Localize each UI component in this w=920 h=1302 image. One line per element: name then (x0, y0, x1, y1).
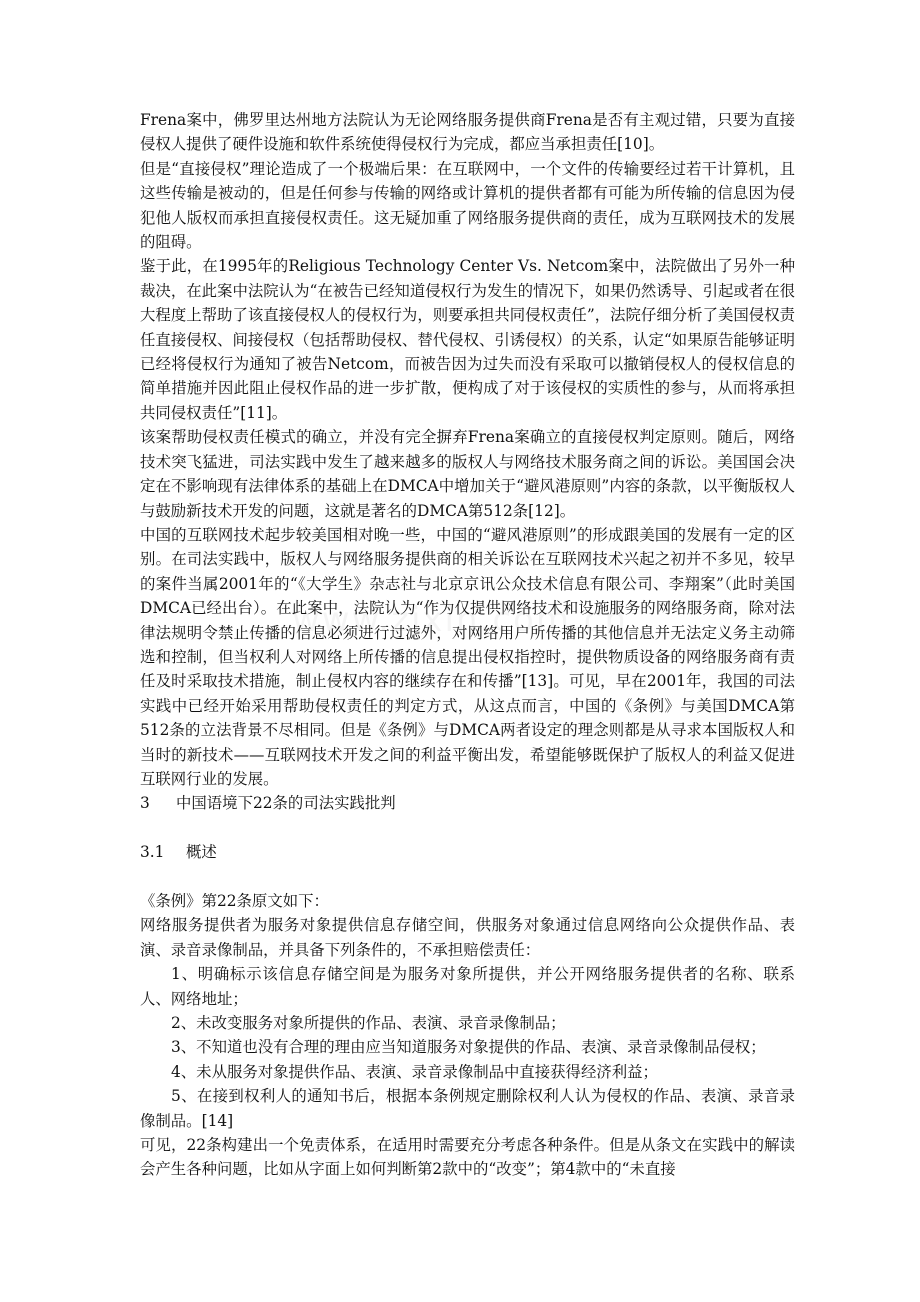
section-heading (140, 791, 795, 815)
paragraph-article-22-text: 网络服务提供者为服务对象提供信息存储空间，供服务对象通过信息网络向公众提供作品、表演、录音录像制品，并具备下列条件的，不承担赔偿责任： (140, 916, 795, 959)
subsection-number: 3.1 (140, 843, 165, 862)
subsection-heading (140, 840, 795, 864)
condition-item: 2、未改变服务对象所提供的作品、表演、录音录像制品； (171, 1014, 566, 1032)
spacer (140, 865, 795, 889)
section-number: 3 (140, 794, 150, 813)
watermark (270, 600, 650, 640)
paragraph-article-22-intro: 《条例》第22条原文如下： (140, 891, 329, 910)
paragraph-netcom-case: 鉴于此，在1995年的Religious Technology Center Vs. Netcom案中，法院做出了另外一种裁决，在此案中法院认为“在被告已经知道侵权行为发生的情况下，如果仍然诱导、引起或者在很大程度上帮助了该直接侵权人的侵权行为，则要承担共同侵权责任”，法院仔细分析了美国侵权责任直接侵权、间接侵权（包括帮助侵权、替代侵权、引诱侵权）的关系，认定“如果原告能够证明已经将侵权行为通知了被告Netcom，而被告因为过失而没有采取可以撤销侵权人的侵权信息的简单措施并因此阻止侵权作品的进一步扩散，便构成了对于该侵权的实质性的参与，从而将承担共同侵权责任”[11]。 (140, 257, 795, 422)
paragraph-china-safe-harbor: 中国的互联网技术起步较美国相对晚一些，中国的“避风港原则”的形成跟美国的发展有一定的区别。在司法实践中，版权人与网络服务提供商的相关诉讼在互联网技术兴起之初并不多见，较早的案件当属2001年的“《大学生》杂志社与北京京讯公众技术信息有限公司、李翔案”（此时美国DMCA已经出台）。在此案中，法院认为“作为仅提供网络技术和设施服务的网络服务商，除对法律法规明令禁止传播的信息必须进行过滤外，对网络用户所传播的其他信息并无法定义务主动筛选和控制，但当权利人对网络上所传播的信息提出侵权指控时，提供物质设备的网络服务商有责任及时采取技术措施，制止侵权内容的继续存在和传播”[13]。可见，早在2001年，我国的司法实践中已经开始采用帮助侵权责任的判定方式，从这点而言，中国的《条例》与美国DMCA第512条的立法背景不尽相同。但是《条例》与DMCA两者设定的理念则都是从寻求本国版权人和当时的新技术——互联网技术开发之间的利益平衡出发，希望能够既保护了版权人的利益又促进互联网行业的发展。 (140, 525, 795, 788)
paragraph-frena-case: Frena案中，佛罗里达州地方法院认为无论网络服务提供商Frena是否有主观过错，只要为直接侵权人提供了硬件设施和软件系统使得侵权行为完成，都应当承担责任[10]。 (140, 111, 795, 154)
condition-item: 1、明确标示该信息存储空间是为服务对象所提供，并公开网络服务提供者的名称、联系人、网络地址； (140, 965, 795, 1008)
document-body (140, 108, 795, 1182)
condition-item: 4、未从服务对象提供作品、表演、录音录像制品中直接获得经济利益； (171, 1062, 658, 1081)
paragraph-direct-infringement: 但是“直接侵权”理论造成了一个极端后果：在互联网中，一个文件的传输要经过若干计算机，且这些传输是被动的，但是任何参与传输的网络或计算机的提供者都有可能为所传输的信息因为侵犯他人版权而承担直接侵权责任。这无疑加重了网络服务提供商的责任，成为互联网技术的发展的阻碍。 (140, 159, 795, 252)
condition-item: 5、在接到权利人的通知书后，根据本条例规定删除权利人认为侵权的作品、表演、录音录像制品。[14] (140, 1087, 795, 1130)
paragraph-closing: 可见，22条构建出一个免责体系，在适用时需要充分考虑各种条件。但是从条文在实践中的解读会产生各种问题，比如从字面上如何判断第2款中的“改变”；第4款中的“未直接 (140, 1136, 795, 1179)
subsection-title: 概述 (186, 843, 217, 862)
condition-item: 3、不知道也没有合理的理由应当知道服务对象提供的作品、表演、录音录像制品侵权； (171, 1038, 766, 1057)
section-title: 中国语境下22条的司法实践批判 (176, 794, 396, 813)
paragraph-dmca-512: 该案帮助侵权责任模式的确立，并没有完全摒弃Frena案确立的直接侵权判定原则。随后，网络技术突飞猛进，司法实践中发生了越来越多的版权人与网络技术服务商之间的诉讼。美国国会决定在不影响现有法律体系的基础上在DMCA中增加关于“避风港原则”内容的条款，以平衡版权人与鼓励新技术开发的问题，这就是著名的DMCA第512条[12]。 (140, 428, 795, 520)
spacer (140, 816, 795, 840)
